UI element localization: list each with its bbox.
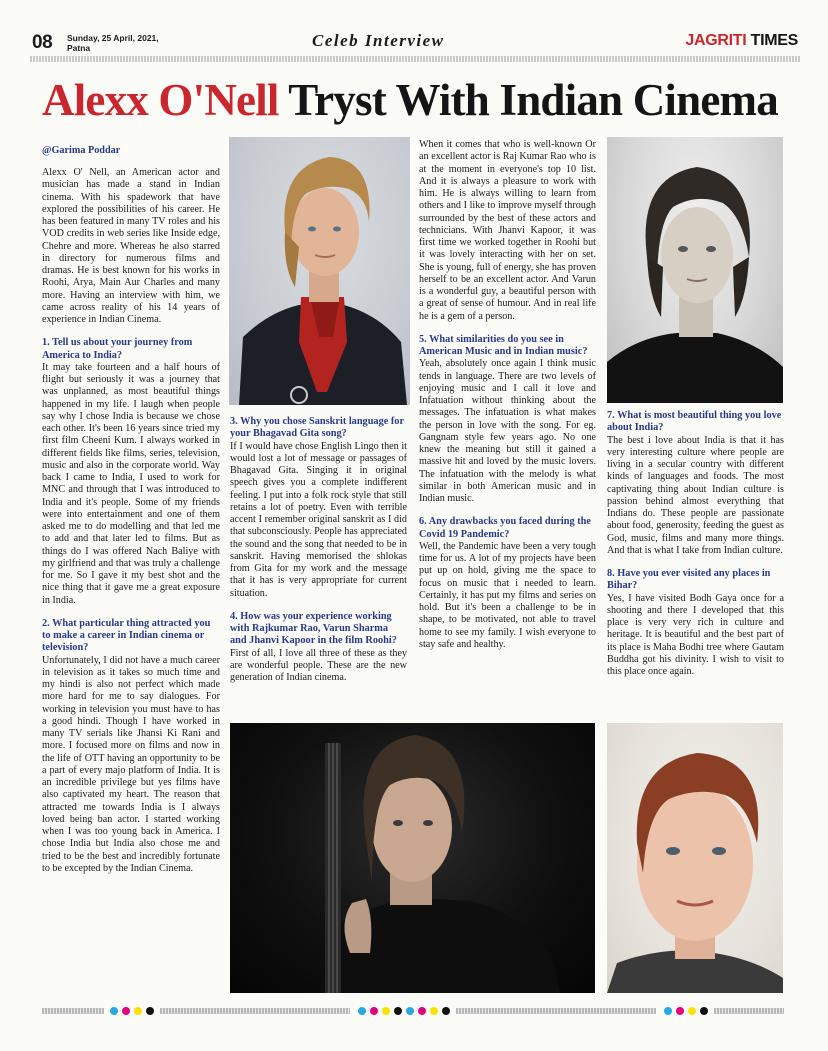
cyan-dot [406,1007,414,1015]
question-7: 7. What is most beautiful thing you love about India? [607,410,782,434]
answer-2: Unfortunately, I did not have a much career in television as it takes so much time and my hindi is also not perfect which made more hard for me to say dialogues. For working in television you must have to has a good hindi. Though I have worked in many TV serials like Jhansi Ki Rani and more. I focused more on films and now in the life of OTT having an opportunity to be a part of every majo platform of India. It is an incredible privilege but yes films have also captivated my heart. The reason that attracted me towards India is I always loved being ban actor. I started working when I was too young back in America. I chose India but India also chose me and tried to be the best and incredibly fortunate to be excepted by the Indian Cinema. [42,654,220,874]
portrait-photo-red-scarf [229,137,410,405]
date-line-1: Sunday, 25 April, 2021, [67,33,159,43]
magenta-dot [418,1007,426,1015]
headline-name: Alexx O'Nell [42,75,279,125]
portrait-photo-short-hair [607,723,783,993]
brand-part-1: JAGRITI [685,32,747,49]
strip-bar [160,1008,350,1014]
black-dot [146,1007,154,1015]
print-registration-strip [42,1006,784,1016]
portrait-illustration [229,137,410,405]
magenta-dot [370,1007,378,1015]
black-dot [394,1007,402,1015]
black-dot [700,1007,708,1015]
answer-3: If I would have chose English Lingo then it would lost a lot of message or passages of Bhagavad Gita. Singing it in original speech gives you a complete indifferent feeling. I put into a folk rock style that still retains a lot of poetry. Even with terrible accent I remember original sanskrit as I did that subconsciously. People has appreciated the sound and the song that needed to be in sanskrit. Having memorised the shlokas from Gita for my work and the message that it has is very appropriate for current situation. [230,440,407,599]
question-2: 2. What particular thing attracted you to make a career in Indian cinema or television? [42,617,211,654]
question-6: 6. Any drawbacks you faced during the Covid 19 Pandemic? [419,516,591,540]
header-rule [30,56,800,62]
masthead-logo [685,32,798,50]
article-headline [42,74,792,126]
strip-bar [714,1008,784,1014]
portrait-photo-black-tee [607,137,783,403]
column-4 [607,410,784,678]
strip-bar [456,1008,656,1014]
magenta-dot [676,1007,684,1015]
column-2 [230,416,407,684]
portrait-illustration [607,137,783,403]
headline-rest: Tryst With Indian Cinema [288,75,778,125]
cyan-dot [358,1007,366,1015]
page-number: 08 [32,32,53,53]
date-line-2: Patna [67,42,91,53]
black-dot [442,1007,450,1015]
question-5: 5. What similarities do you see in American Music and in Indian music? [419,333,588,357]
answer-8: Yes, I have visited Bodh Gaya once for a shooting and there I developed that this place is very very rich in culture and heritage. It is beautiful and the best part of its place is Maha Bodhi tree where Gautam Buddha got his divinity. I wish to visit to this place once again. [607,592,784,677]
portrait-photo-guitar [230,723,595,993]
answer-1: It may take fourteen and a half hours of flight but seriously it was a journey that was unplanned, as most beautiful things happened in my life. I laugh when people say why I chose India is because we chose each other. It's been 16 years since tried my first film Cheeni Kum. I always worked in different fields like films, series, television, music and also in the corporate world. Way back I came to India, I used to work for MNC and through that I was introduced to India and it's people. Some of my friends were into entertainment and one of them asked me to do modelling and that led me to add and that later led to films. But as things do I was offered Nach Baliye with my girlfriend and that was truly a challenge for me. So I gave it my best shot and the nice thing that it gave me a great exposure in India. [42,361,220,606]
yellow-dot [688,1007,696,1015]
answer-5: Yeah, absolutely once again I think music tends in language. There are two levels of enjoying music and I call it love and Infatuation without thinking about the messages. The infatuation is what makes the person in love with the song. For eg. Gangnam style few years ago. No one knew the meaning but still it gained a massive hit and loved by the music lovers. The infatuation with the melody is what similar in both American music and in Indian music. [419,358,596,504]
column-3 [419,139,596,651]
brand-part-2: TIMES [750,32,798,49]
dateline [67,34,159,53]
cyan-dot [110,1007,118,1015]
cyan-dot [664,1007,672,1015]
answer-6: Well, the Pandemic have been a very tough time for us. A lot of my projects have been put up on hold, giving me the space to focus on music that i needed to learn. Certainly, it has put my films and series on hold. But it's been a challenge to be in shape, to be motivated, not able to travel home to see my family. I wish everyone to stay safe and healthy. [419,540,596,650]
question-3: 3. Why you chose Sanskrit language for your Bhagavad Gita song? [230,416,404,440]
portrait-illustration [230,723,595,993]
yellow-dot [134,1007,142,1015]
page-header [30,30,800,52]
strip-bar [42,1008,104,1014]
yellow-dot [382,1007,390,1015]
answer-7: The best i love about India is that it has very interesting culture where people are living in a secular country with different kinds of languages and foods. The most captivating thing about Indian culture is passion behind almost everything that Indians do. These people are passionate about food, generosity, feeding the guest as God, music, films and many more things. And that is what I take from Indian culture. [607,434,784,556]
portrait-illustration [607,723,783,993]
section-title: Celeb Interview [312,31,445,50]
magenta-dot [122,1007,130,1015]
question-8: 8. Have you ever visited any places in Bihar? [607,568,771,592]
question-1: 1. Tell us about your journey from America to India? [42,337,193,361]
byline: @Garima Poddar [42,145,121,156]
answer-4-continued: When it comes that who is well-known Or an excellent actor is Raj Kumar Rao who is at the moment in everyone's top 10 list. And it is always a pleasure to work with him. He is always willing to learn from others and I like to improve myself through surrounded by the best of these actors and technicians. With Jhanvi Kapoor, it was first time we worked together in Roohi but it was lovely interacting with her on set. She is young, full of energy, she has proven herself to be an excellent actor. And Varun is a wonderful guy, a beautiful person with a great of sense of humour. And in real life he is a gem of a person. [419,139,596,322]
column-1 [42,167,220,875]
yellow-dot [430,1007,438,1015]
answer-4: First of all, I love all three of these as they are wonderful people. These are the new generation of Indian cinema. [230,647,407,683]
question-4: 4. How was your experience working with Rajkumar Rao, Varun Sharma and Jhanvi Kapoor in the film Roohi? [230,610,397,647]
intro-paragraph: Alexx O' Nell, an American actor and musician has made a stand in Indian cinema. With his spadework that have explored the possibilities of his career. He has been featured in many TV roles and his VOD credits in web series like Inside edge, Chehre and more. Whereas he also starred in directory for numerous films and dramas. He is best known for his works in Roohi, Arya, Main Aur Charles and many more. Having an interview with him, we came across reality of his 14 years of experience in Indian Cinema. [42,167,220,325]
